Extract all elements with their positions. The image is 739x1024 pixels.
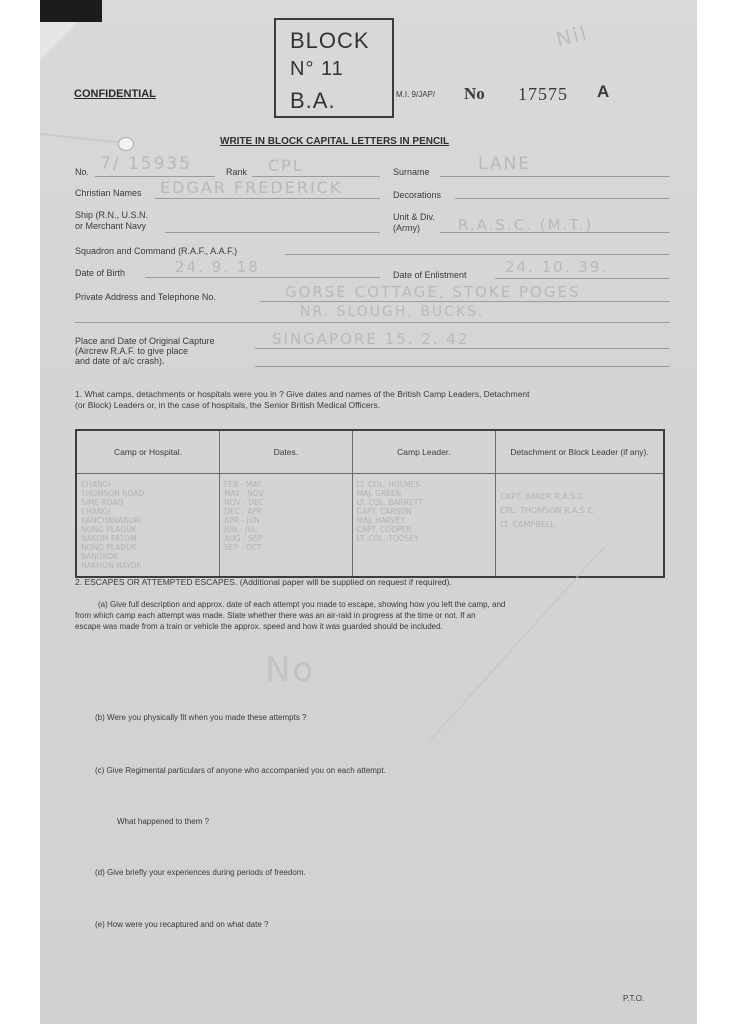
header-leader: Camp Leader. [352,430,495,474]
decorations-rule [455,198,670,199]
squadron-label: Squadron and Command (R.A.F., A.A.F.) [75,246,238,256]
stamp-line-3: B.A. [290,88,336,113]
ship-label-2: or Merchant Navy [75,221,147,231]
enlistment-rule [495,278,670,279]
form-suffix: A [597,82,610,101]
enlistment-label: Date of Enlistment [393,270,467,280]
q2c-text: (c) Give Regimental particulars of anyone who accompanied you on each attempt. [95,766,386,775]
instruction-heading: WRITE IN BLOCK CAPITAL LETTERS IN PENCIL [220,136,450,147]
header-camp: Camp or Hospital. [76,430,220,474]
punch-hole [118,137,134,151]
camps-table [75,429,665,578]
ship-label-1: Ship (R.N., U.S.N. [75,210,149,220]
unit-rule [440,232,670,233]
q1-text-line-1: 1. What camps, detachments or hospitals were you in ? Give dates and names of the British Camp Leaders, Detachment [75,389,530,399]
q1-text-line-2: (or Block) Leaders or, in the case of hospitals, the Senior British Medical Officers. [75,400,381,410]
capture-label-3: and date of a/c crash). [75,356,165,366]
dob-rule [145,277,380,278]
scan-margin-left [0,0,40,1024]
address-rule-2 [75,322,670,323]
christian-names-label: Christian Names [75,188,142,198]
block-stamp [274,18,394,118]
unit-label-1: Unit & Div. [393,212,435,222]
scan-dark-corner [40,0,102,22]
no-label: No. [75,167,90,177]
surname-value: LANE [478,154,531,174]
form-reference: M.I. 9/JAP/ [396,90,436,99]
rank-label: Rank [226,167,248,177]
q2c-followup-text: What happened to them ? [117,817,210,826]
address-label: Private Address and Telephone No. [75,292,216,302]
form-number: 17575 [518,84,568,104]
header-dates: Dates. [220,430,352,474]
unit-label-2: (Army) [393,223,420,233]
q2-title: 2. ESCAPES OR ATTEMPTED ESCAPES. (Additional paper will be supplied on request if required). [75,577,452,587]
header-block-leader: Detachment or Block Leader (if any). [496,430,664,474]
q2a-answer: No [265,650,316,690]
stamp-line-2: N° 11 [290,58,344,80]
q2a-line-1: (a) Give full description and approx. date of each attempt you made to escape, showing how you left the camp, and [98,600,506,609]
cell-block-leaders: CAPT. BAKER R.A.S.C. CPL. THOMSON R.A.S.C. LT. CAMPBELL [496,474,664,578]
address-line-2: NR. SLOUGH, BUCKS. [300,304,485,320]
no-value: 7/ 15935 [100,154,193,174]
capture-label-1: Place and Date of Original Capture [75,336,215,346]
christian-names-rule [155,198,380,199]
rank-rule [252,176,380,177]
no-rule [95,176,215,177]
q2e-text: (e) How were you recaptured and on what date ? [95,920,269,929]
rank-value: CPL [268,156,304,175]
pto-label: P.T.O. [623,994,645,1003]
decorations-label: Decorations [393,190,442,200]
ship-rule [165,232,380,233]
scan-margin-right [697,0,739,1024]
cell-dates: FEB - MAY MAY - NOV NOV - DEC DEC - APR APR - JUN JUN - JUL AUG - SEP SEP - OCT [220,474,352,578]
q2d-text: (d) Give briefly your experiences during periods of freedom. [95,868,306,877]
confidential-label: CONFIDENTIAL [74,88,156,100]
dob-value: 24. 9. 18 [175,258,260,276]
q2b-text: (b) Were you physically fit when you made these attempts ? [95,713,307,722]
surname-label: Surname [393,167,430,177]
camps-table-header [76,430,664,474]
dob-label: Date of Birth [75,268,126,278]
number-label: No [464,84,485,103]
address-line-1: GORSE COTTAGE, STOKE POGES [285,283,581,301]
enlistment-value: 24. 10. 39. [505,258,609,276]
cell-camps: CHANGI THOMSON ROAD SIME ROAD CHANGI KANCHANABURI NONG PLADUK NAKOM PATOM NONG PLADUK BANGKOK NAKHON NAYOK [76,474,220,578]
q2a-line-2: from which camp each attempt was made. State whether there was an air-raid in progress at the time or not. If an [75,611,476,620]
stamp-line-1: BLOCK [290,28,370,53]
unit-value: R.A.S.C. (M.T.) [458,216,594,234]
q2a-line-3: escape was made from a train or vehicle the approx. speed and how it was guarded should be included. [75,622,443,631]
capture-label-2: (Aircrew R.A.F. to give place [75,346,189,356]
squadron-rule [285,254,670,255]
capture-rule-2 [255,366,670,367]
table-row [76,474,664,578]
capture-rule-1 [255,348,670,349]
address-rule-1 [260,301,670,302]
capture-value: SINGAPORE 15. 2. 42 [272,330,470,348]
corner-note: Nil [553,20,591,52]
cell-leaders: LT. COL. HOLMES MAJ. GREEN LT. COL. BARRETT CAPT. CARSON MAJ. HARVEY CAPT. COOPER LT. COL. TOOSEY [352,474,495,578]
surname-rule [440,176,670,177]
christian-names-value: EDGAR FREDERICK [160,178,343,197]
